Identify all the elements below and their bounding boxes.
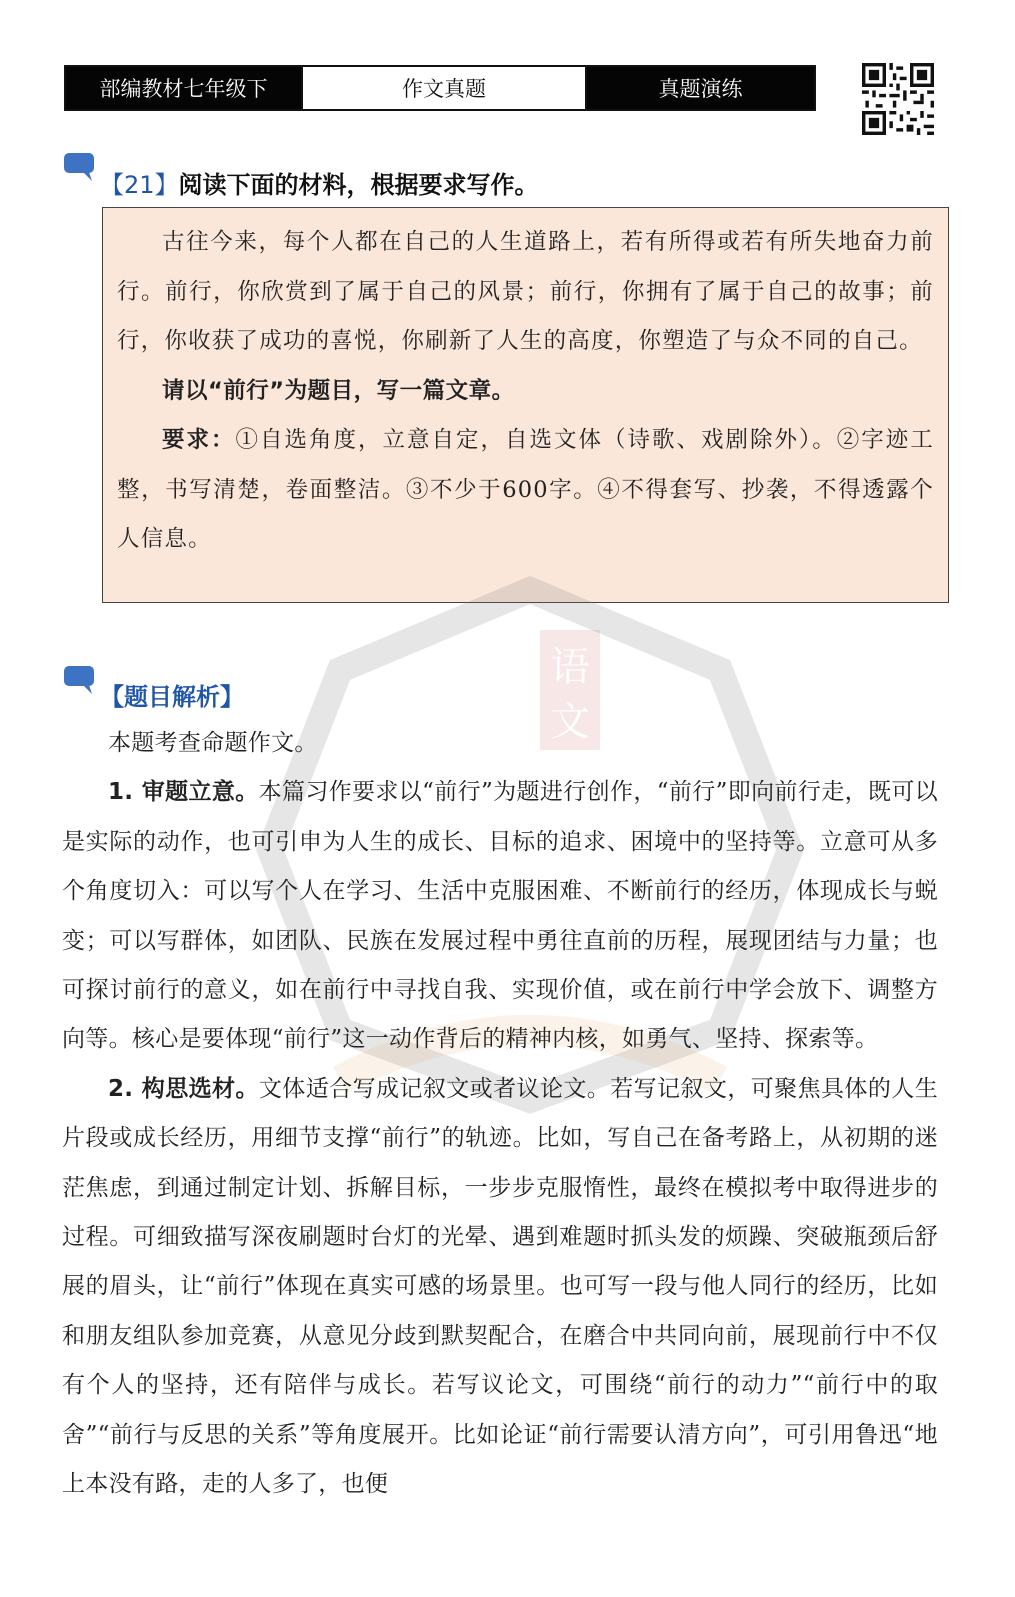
header-grade-label: 部编教材七年级下 <box>66 67 301 109</box>
watermark-seal-top: 语 <box>550 644 590 690</box>
requirements-text: ①自选角度，立意自定，自选文体（诗歌、戏剧除外）。②字迹工整，书写清楚，卷面整洁。③不少于600字。④不得套写、抄袭，不得透露个人信息。 <box>117 427 934 552</box>
header-category-label: 作文真题 <box>301 67 587 109</box>
requirements-label: 要求： <box>162 427 236 453</box>
material-box <box>102 207 949 603</box>
analysis-section-1 <box>62 768 938 1064</box>
analysis-section-1-text: 本篇习作要求以“前行”为题进行创作，“前行”即向前行走，既可以是实际的动作，也可引申为人生的成长、目标的追求、困境中的坚持等。立意可从多个角度切入：可以写个人在学习、生活中克服困难、不断前行的经历，体现成长与蜕变；可以写群体，如团队、民族在发展过程中勇往直前的历程，展现团结与力量；也可探讨前行的意义，如在前行中寻找自我、实现价值，或在前行中学会放下、调整方向等。核心是要体现“前行”这一动作背后的精神内核，如勇气、坚持、探索等。 <box>62 779 938 1053</box>
analysis-section-2-title: 2. 构思选材。 <box>108 1075 259 1102</box>
question-title: 阅读下面的材料，根据要求写作。 <box>178 171 539 199</box>
analysis-heading <box>100 677 244 712</box>
writing-prompt: 请以“前行”为题目，写一篇文章。 <box>162 377 515 404</box>
speech-bubble-icon <box>63 665 95 695</box>
question-heading <box>100 165 539 200</box>
analysis-body <box>62 719 938 1510</box>
header-section-label: 真题演练 <box>587 67 814 109</box>
analysis-section-1-title: 1. 审题立意。 <box>108 779 259 806</box>
analysis-section-2 <box>62 1065 938 1510</box>
speech-bubble-icon <box>63 152 95 182</box>
analysis-intro: 本题考查命题作文。 <box>108 730 318 756</box>
analysis-title: 【题目解析】 <box>100 683 244 711</box>
material-paragraph: 古往今来，每个人都在自己的人生道路上，若有所得或若有所失地奋力前行。前行，你欣赏到了属于自己的风景；前行，你拥有了属于自己的故事；前行，你收获了成功的喜悦，你刷新了人生的高度，你塑造了与众不同的自己。 <box>117 229 934 354</box>
question-number: 【21】 <box>100 171 179 199</box>
watermark-seal-bottom: 文 <box>550 699 590 745</box>
analysis-section-2-text: 文体适合写成记叙文或者议论文。若写记叙文，可聚焦具体的人生片段或成长经历，用细节支撑“前行”的轨迹。比如，写自己在备考路上，从初期的迷茫焦虑，到通过制定计划、拆解目标，一步步克服惰性，最终在模拟考中取得进步的过程。可细致描写深夜刷题时台灯的光晕、遇到难题时抓头发的烦躁、突破瓶颈后舒展的眉头，让“前行”体现在真实可感的场景里。也可写一段与他人同行的经历，比如和朋友组队参加竞赛，从意见分歧到默契配合，在磨合中共同向前，展现前行中不仅有个人的坚持，还有陪伴与成长。若写议论文，可围绕“前行的动力”“前行中的取舍”“前行与反思的关系”等角度展开。比如论证“前行需要认清方向”，可引用鲁迅“地上本没有路，走的人多了，也便 <box>62 1075 939 1498</box>
qr-code-icon <box>862 63 934 135</box>
requirements <box>117 416 934 565</box>
header-bar <box>64 65 816 111</box>
